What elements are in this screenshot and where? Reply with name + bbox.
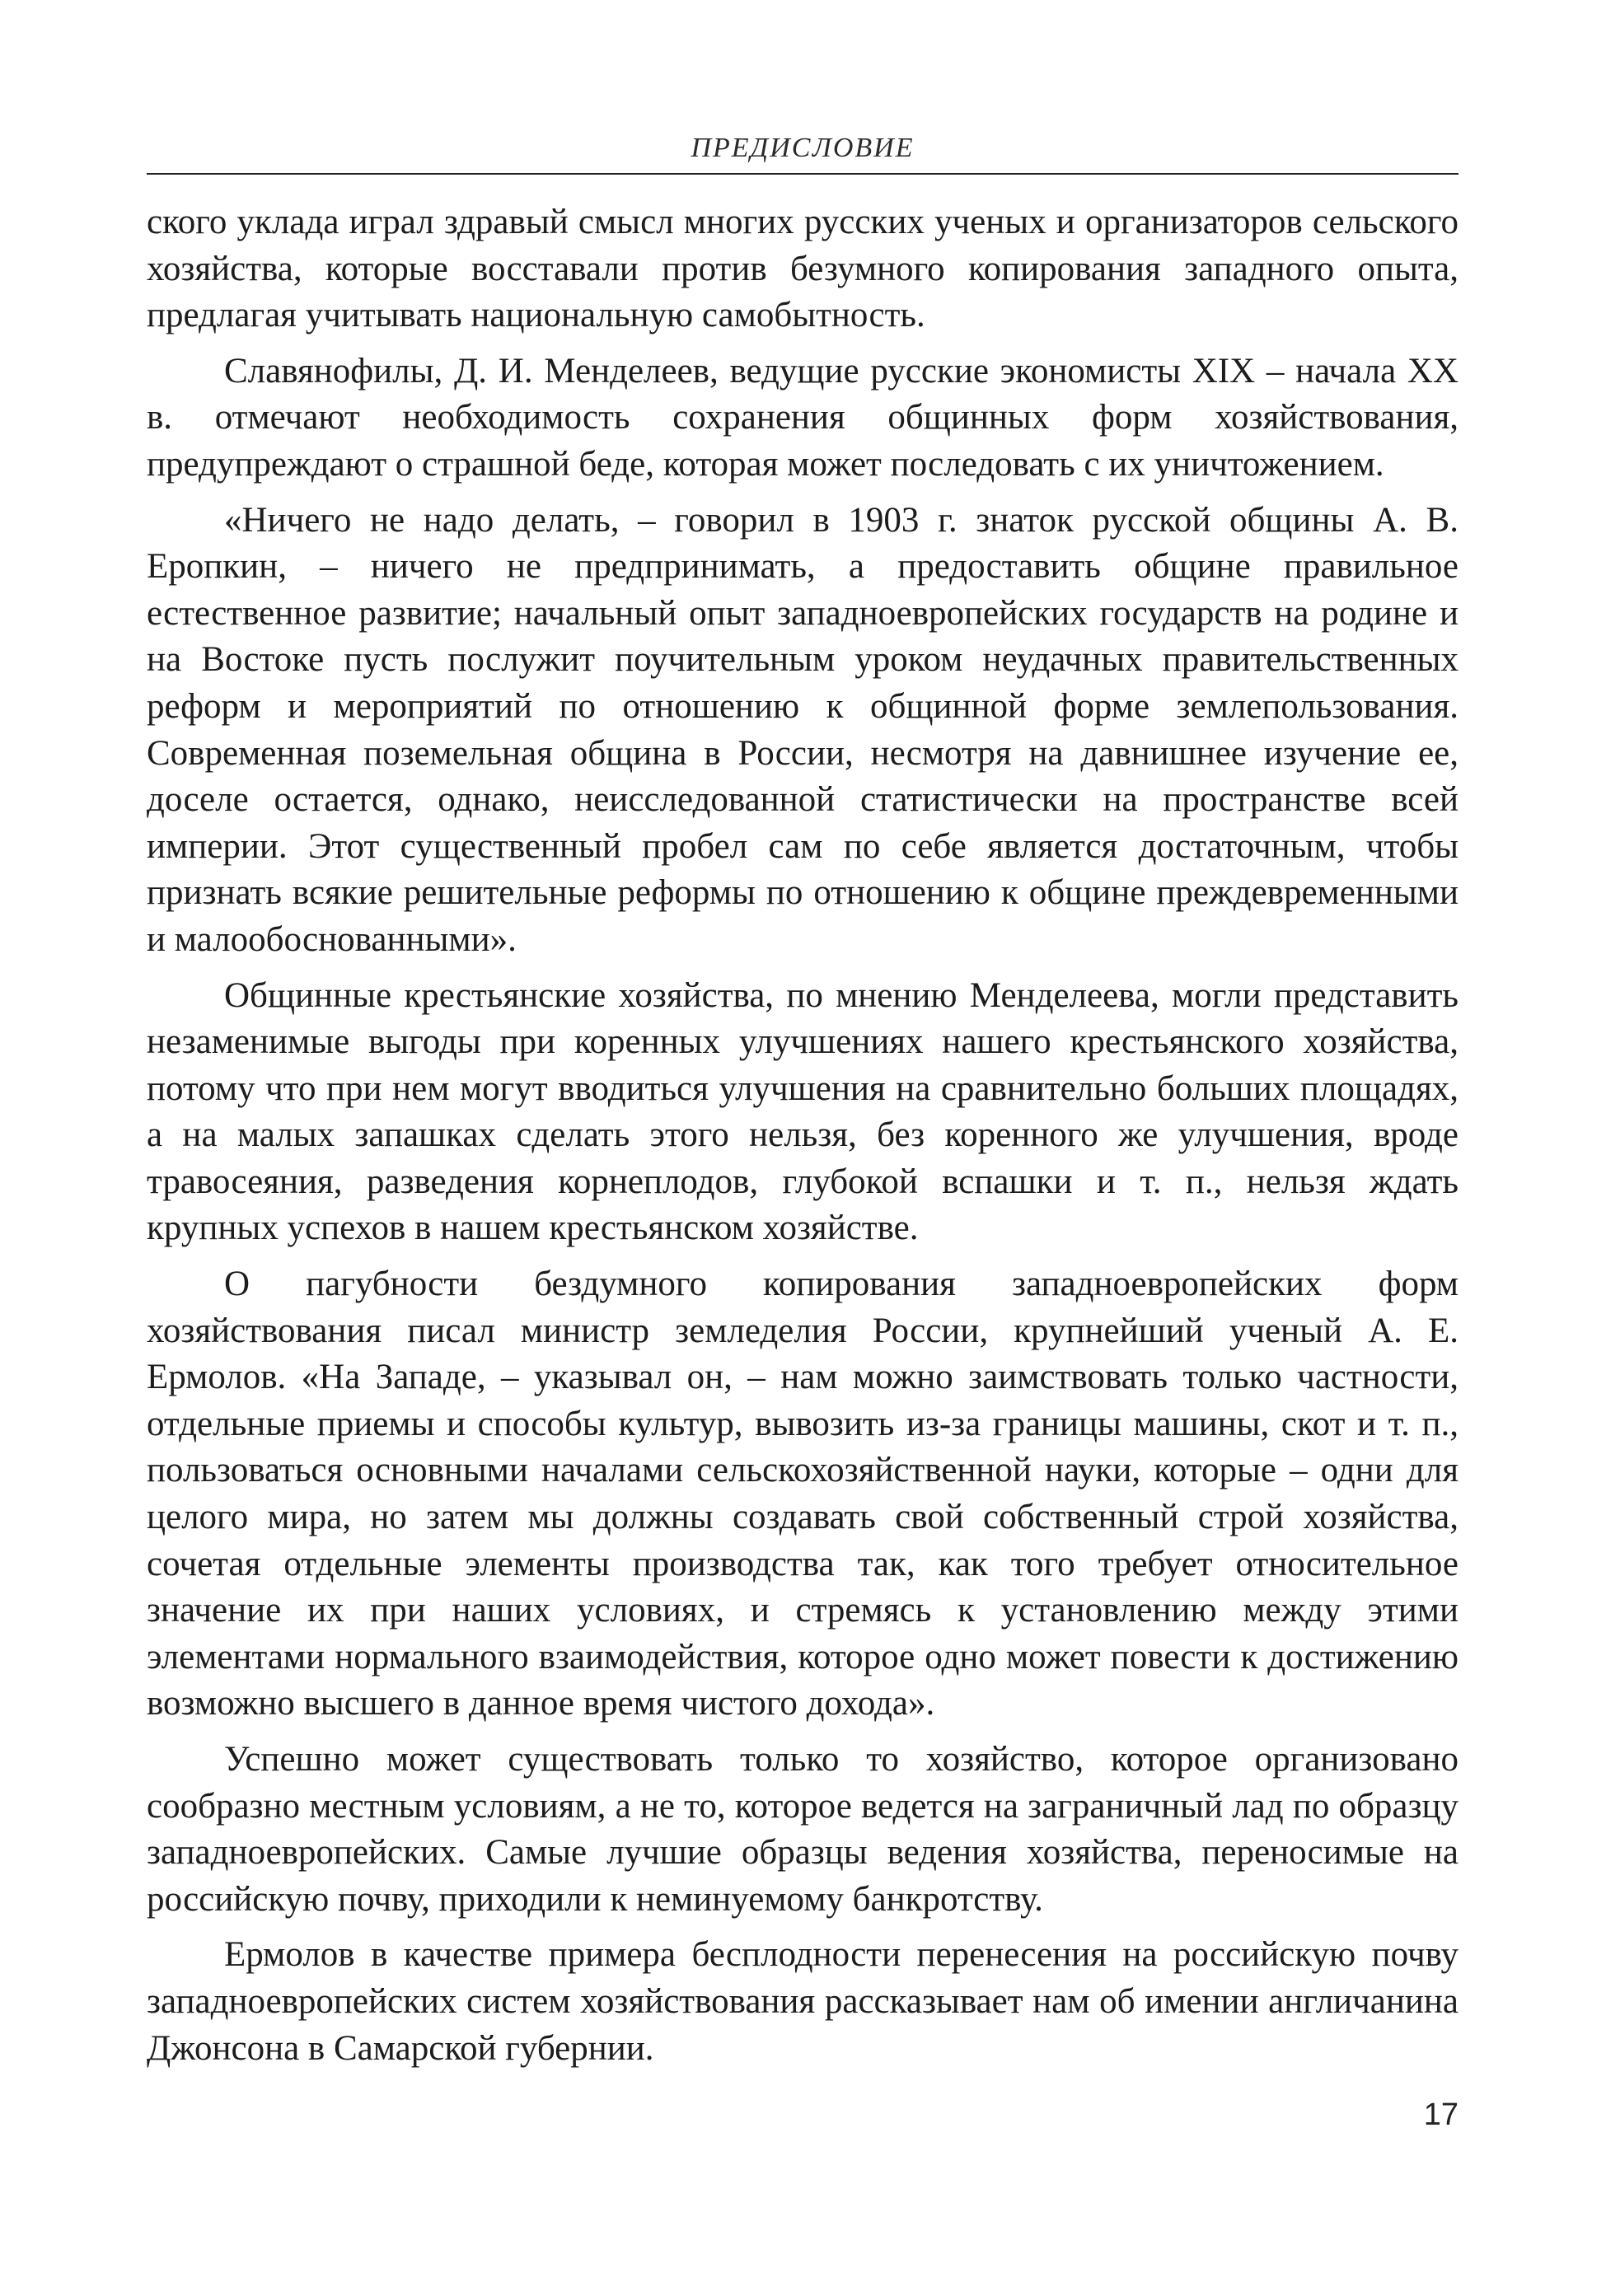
paragraph-quote-ermolov: О пагубности бездумного копирования западноевропейских форм хозяйствования писал министр земледелия России, крупнейший ученый А. Е. Ермолов. «На Западе, – указывал он, – нам можно заимствовать только частности, отдельные приемы и способы культур, вывозить из-за границы машины, скот и т. п., пользоваться основными началами сельскохозяйственной науки, которые – одни для целого мира, но затем мы должны создавать свой собственный строй хозяйства, сочетая отдельные элементы производства так, как того требует относительное значение их при наших условиях, и стремясь к установлению между этими элементами нормального взаимодействия, которое одно может повести к достижению возможно высшего в данное время чистого дохода». — [147, 1265, 1459, 1723]
paragraph-quote-eropkin: «Ничего не надо делать, – говорил в 1903 г. знаток русской общины А. В. Еропкин, – ничего не предпринимать, а предоставить общине правильное естественное развитие; начальный опыт западноевропейских государств на родине и на Востоке пусть послужит поучительным уроком неудачных правительственных реформ и мероприятий по отношению к общинной форме землепользования. Современная поземельная община в России, несмотря на давнишнее изучение ее, доселе остается, однако, неисследованной статистически на пространстве всей империи. Этот существенный пробел сам по себе является достаточным, чтобы признать всякие решительные реформы по отношению к общине преждевременными и малообоснованными». — [147, 500, 1459, 959]
paragraph: Общинные крестьянские хозяйства, по мнению Менделеева, могли представить незаменимые выгоды при коренных улучшениях нашего крестьянского хозяйства, потому что при нем могут вводиться улучшения на сравнительно больших площадях, а на малых запашках сделать этого нельзя, без коренного же улучшения, вроде травосеяния, разведения корнеплодов, глубокой вспашки и т. п., нельзя ждать крупных успехов в нашем крестьянском хозяйстве. — [147, 975, 1459, 1248]
body-text — [147, 199, 1459, 2081]
paragraph: Успешно может существовать только то хозяйство, которое организовано сообразно местным условиям, а не то, которое ведется на заграничный лад по образцу западноевропейских. Самые лучшие образцы ведения хозяйства, переносимые на российскую почву, приходили к неминуемому банкротству. — [147, 1740, 1459, 1919]
paragraph: Славянофилы, Д. И. Менделеев, ведущие русские экономисты XIX – начала XX в. отмечают необходимость сохранения общинных форм хозяйствования, предупреждают о страшной беде, которая может последовать с их уничтожением. — [147, 351, 1459, 484]
paragraph: Ермолов в качестве примера бесплодности перенесения на российскую почву западноевропейских систем хозяйствования рассказывает нам об имении англичанина Джонсона в Самарской губернии. — [147, 1935, 1459, 2068]
running-header: ПРЕДИСЛОВИЕ — [691, 133, 915, 163]
header-rule — [147, 173, 1459, 175]
page-number: 17 — [1423, 2097, 1459, 2132]
paragraph-continued: ского уклада играл здравый смысл многих русских ученых и организаторов сельского хозяйства, которые восставали против безумного копирования западного опыта, предлагая учитывать национальную самобытность. — [147, 203, 1459, 335]
